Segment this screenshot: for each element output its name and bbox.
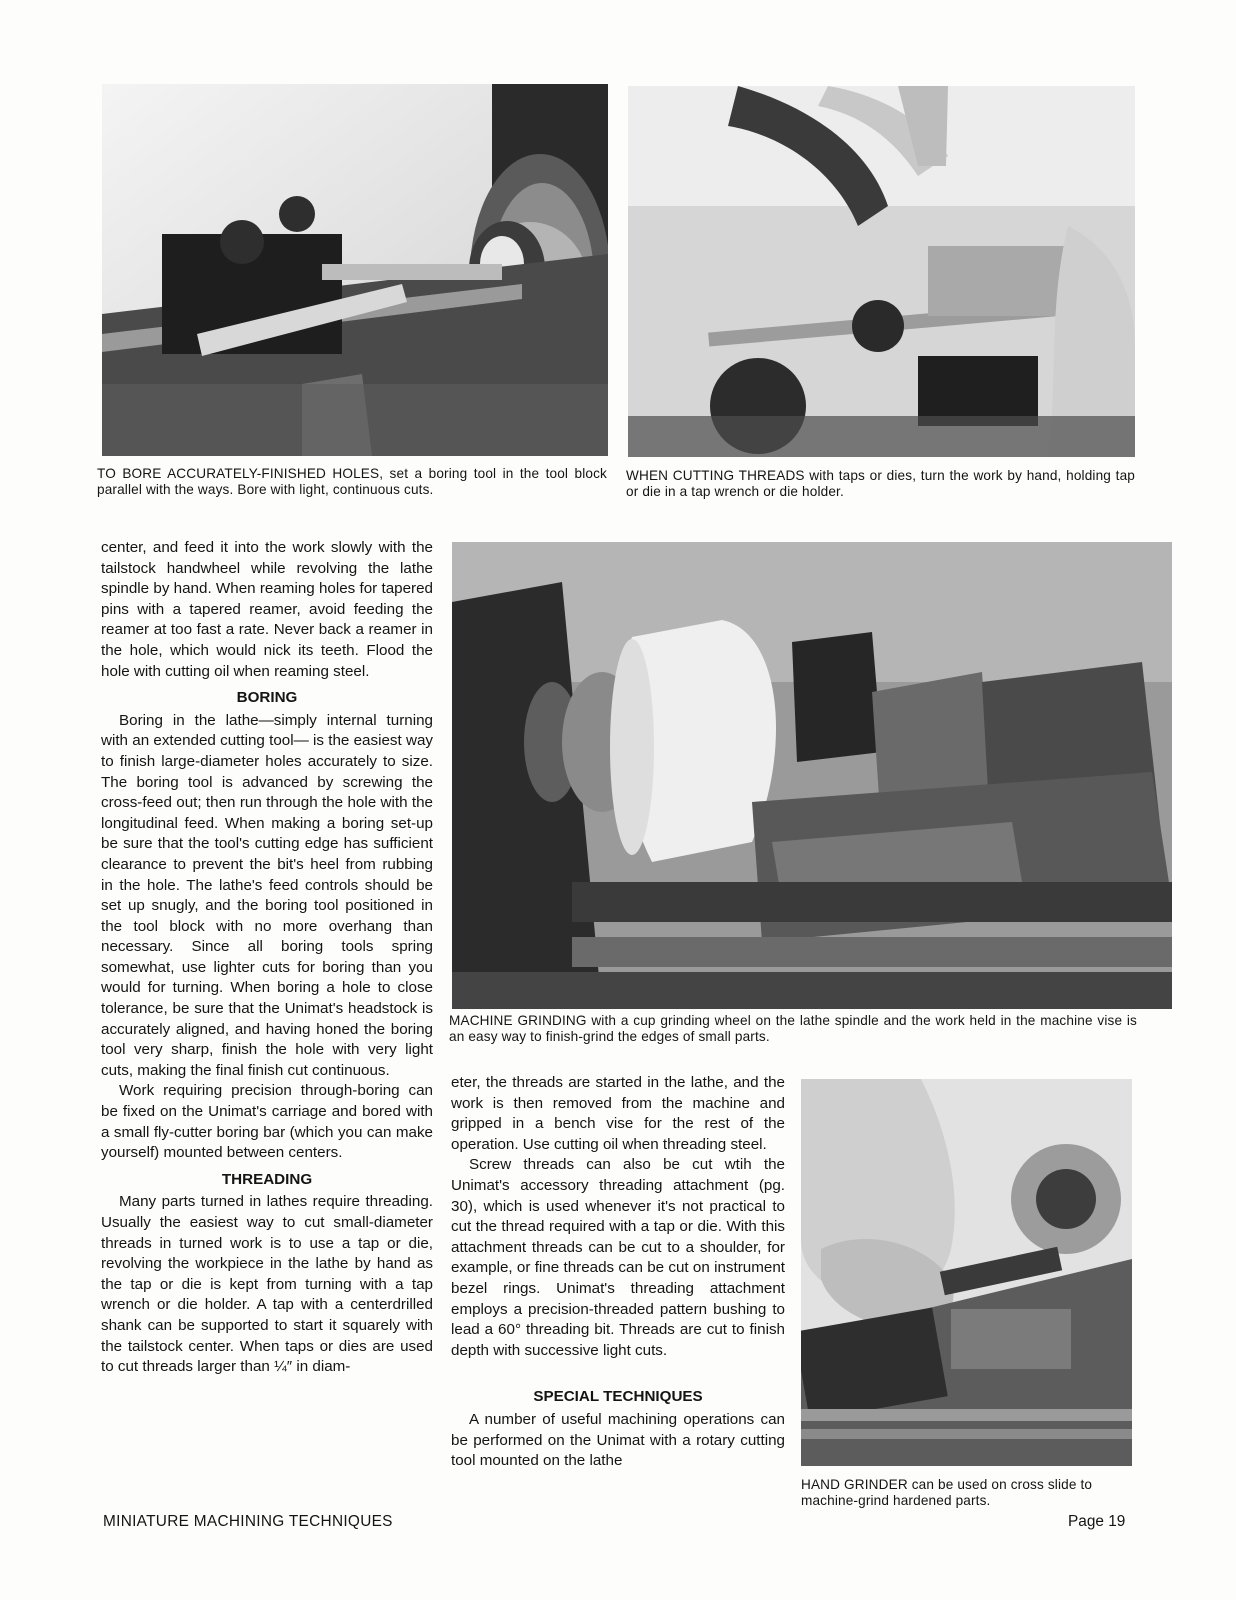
- boring-photo: [102, 84, 608, 456]
- special-techniques-heading: SPECIAL TECHNIQUES: [533, 1388, 703, 1406]
- hand-grinder-photo: [801, 1079, 1132, 1466]
- machine-grinding-photo: [452, 542, 1172, 1009]
- page-number: Page 19: [1068, 1513, 1126, 1530]
- intro-paragraph: center, and feed it into the work slowly with the tailstock handwheel while revolving the lathe spindle by hand. When reaming holes for tapered pins with a tapered reamer, avoid feeding the reamer at too fast a rate. Never back a reamer in the hole, which would nick its teeth. Flood the hole with cutting oil when reaming steel.: [101, 539, 433, 680]
- running-footer-title: MINIATURE MACHINING TECHNIQUES: [103, 1513, 393, 1530]
- threading-heading: THREADING: [221, 1170, 313, 1188]
- boring-heading: BORING: [236, 689, 298, 707]
- hand-grinder-photo-caption: HAND GRINDER can be used on cross slide to machine-grind hardened parts.: [801, 1477, 1093, 1508]
- boring-paragraph-1: Boring in the lathe—simply internal turning with an extended cutting tool— is the easiest way to finish large-diameter holes accurately to size. The boring tool is advanced by screwing the cross-feed out; then run through the hole with the longitudinal feed. When making a boring set-up be sure that the tool's cutting edge has sufficient clearance to prevent the bit's heel from rubbing in the hole. The lathe's feed controls should be set up snugly, and the boring tool positioned in the tool block with no more overhang than necessary. Since all boring tools spring somewhat, use lighter cuts for boring than you would for turning. When boring a hole to close tolerance, be sure that the Unimat's headstock is accurately aligned, and having honed the boring tool very sharp, finish the hole with very light cuts, making the final finish cut continuous.: [101, 711, 433, 1079]
- left-text-column: [101, 538, 433, 1378]
- boring-paragraph-2: Work requiring precision through-boring can be fixed on the Unimat's carriage and bored with a small fly-cutter boring bar (which you can make yourself) mounted between centers.: [101, 1082, 433, 1162]
- threading-paragraph-2: Screw threads can also be cut wtih the Unimat's accessory threading attachment (pg. 30), which is used whenever it's not practical to cut the thread required with a tap or die. With this attachment threads can be cut to a shoulder, for example, or fine threads can be cut on instrument bezel rings. Unimat's threading attachment employs a precision-threaded pattern bushing to lead a 60° threading bit. Threads are cut to finish depth with successive light cuts.: [451, 1156, 785, 1359]
- boring-photo-caption: TO BORE ACCURATELY-FINISHED HOLES, set a boring tool in the tool block parallel with the ways. Bore with light, continuous cuts.: [97, 466, 607, 497]
- machine-grinding-photo-caption: MACHINE GRINDING with a cup grinding wheel on the lathe spindle and the work held in the machine vise is an easy way to finish-grind the edges of small parts.: [449, 1013, 1137, 1044]
- threading-paragraph-1: Many parts turned in lathes require threading. Usually the easiest way to cut small-diameter threads in turned work is to use a tap or die, revolving the workpiece in the lathe by hand as the tap or die is kept from turning with a tap wrench or die holder. A tap with a centerdrilled shank can be supported to start it squarely with the tailstock center. When taps or dies are used to cut threads larger than ¼″ in diam-: [101, 1193, 433, 1376]
- threading-photo-caption: WHEN CUTTING THREADS with taps or dies, turn the work by hand, holding tap or die in a tap wrench or die holder.: [626, 468, 1135, 499]
- tap-wrench-threading-photo: [628, 86, 1135, 457]
- middle-text-column: [451, 1073, 785, 1472]
- threading-paragraph-1-continued: eter, the threads are started in the lathe, and the work is then removed from the machine and gripped in a bench vise for the rest of the operation. Use cutting oil when threading steel.: [451, 1074, 785, 1153]
- special-techniques-paragraph: A number of useful machining operations can be performed on the Unimat with a rotary cutting tool mounted on the lathe: [451, 1410, 785, 1470]
